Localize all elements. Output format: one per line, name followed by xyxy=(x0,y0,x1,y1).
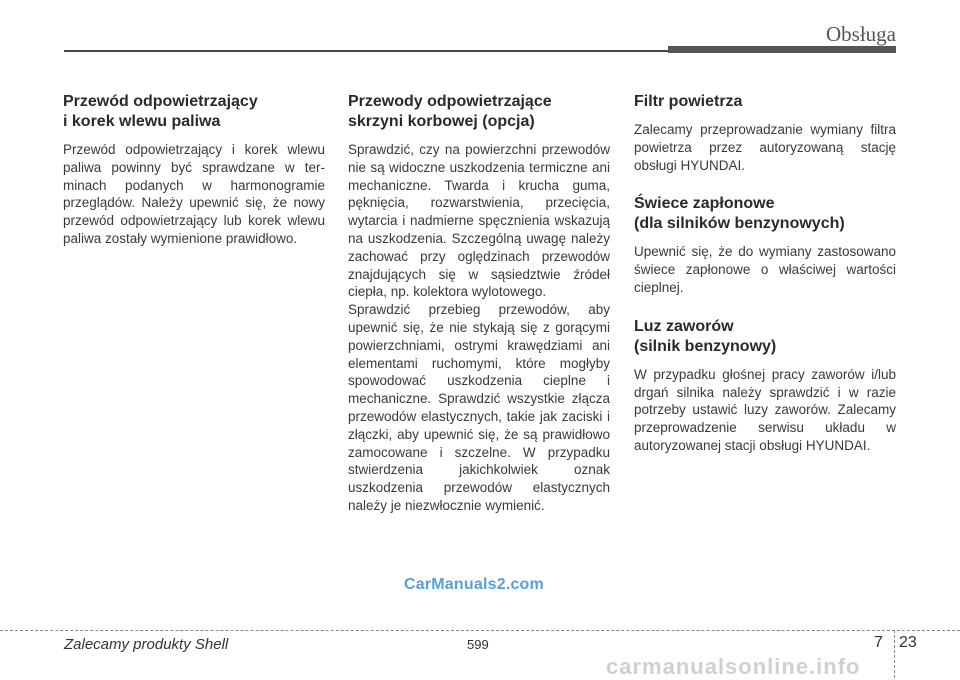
column-1 xyxy=(63,92,325,248)
section-body-air-filter: Zalecamy przeprowadzanie wymiany filtra powietrza przez autoryzowaną stację obsługi HYUNDAI. xyxy=(634,122,896,173)
section-body-spark-plugs: Upewnić się, że do wymiany zastosowano świece zapłonowe o właściwej wartości cieplnej. xyxy=(634,244,896,295)
header-rule xyxy=(64,50,668,52)
footer-rule xyxy=(0,630,960,631)
bottom-watermark: carmanualsonline.info xyxy=(606,654,861,679)
section-heading-spark-plugs: Świece zapłonowe (dla silników benzynowych) xyxy=(634,195,845,233)
section-body-crankcase-vent-2: Sprawdzić przebieg przewodów, aby upewnić się, że nie stykają się z gorącymi powierzchniami, ostrymi krawędziami ani elementami ruchomymi, które mogłyby spowodować uszkodzenia cieplne i mechaniczne. Sprawdzić wszystkie złącza przewodów elastycznych, takie jak zaciski i złączki, aby upewnić się, że są prawidłowo zamocowane i szczelne. W przypadku stwierdzenia jakichkolwiek oznak uszkodzenia przewodów elastycznych należy je niezwłocznie wymienić. xyxy=(348,302,610,513)
header-title: Obsługa xyxy=(826,22,896,46)
footer-page-number: 599 xyxy=(467,637,489,652)
section-body-crankcase-vent-1: Sprawdzić, czy na powierzchni przewodów nie są widoczne uszkodzenia termiczne ani mechaniczne. Twarda i krucha guma, pęknięcia, rozwarstwienia, przecięcia, wytarcia i nadmierne spęcznienia wskazują na uszkodzenia. Szczególną uwagę należy zachować przy oględzinach przewodów znajdujących się w sąsiedztwie źródeł ciepła, np. kolektora wylotowego. xyxy=(348,142,610,300)
section-body-fuel-vent: Przewód odpowietrzający i korek wlewu paliwa powinny być sprawdzane w terminach podanych w harmonogramie przeglądów. Należy upewnić się, że nowy przewód odpowietrzający lub korek wlewu paliwa zostały wymienione prawidłowo. xyxy=(63,142,325,246)
column-2 xyxy=(348,92,610,515)
footer-brand: Zalecamy produkty Shell xyxy=(64,636,229,653)
footer-section-page: 23 xyxy=(899,634,917,651)
header-bar xyxy=(668,46,896,53)
footer-chapter: 7 xyxy=(874,634,883,651)
footer-divider xyxy=(894,630,895,678)
watermark-link[interactable]: CarManuals2.com xyxy=(404,576,544,593)
section-heading-air-filter: Filtr powietrza xyxy=(634,93,743,110)
column-3 xyxy=(634,92,896,455)
section-heading-crankcase-vent: Przewody odpowietrzające skrzyni korbowej (opcja) xyxy=(348,93,552,130)
section-heading-valve-clearance: Luz zaworów (silnik benzynowy) xyxy=(634,317,777,355)
section-body-valve-clearance: W przypadku głośnej pracy zaworów i/lub drgań silnika należy sprawdzić i w razie potrzeby ustawić luzy zaworów. Zalecamy przeprowadzenie serwisu układu w autoryzowanej stacji obsługi HYUNDAI. xyxy=(634,366,896,453)
section-heading-fuel-vent: Przewód odpowietrzający i korek wlewu paliwa xyxy=(63,93,258,130)
